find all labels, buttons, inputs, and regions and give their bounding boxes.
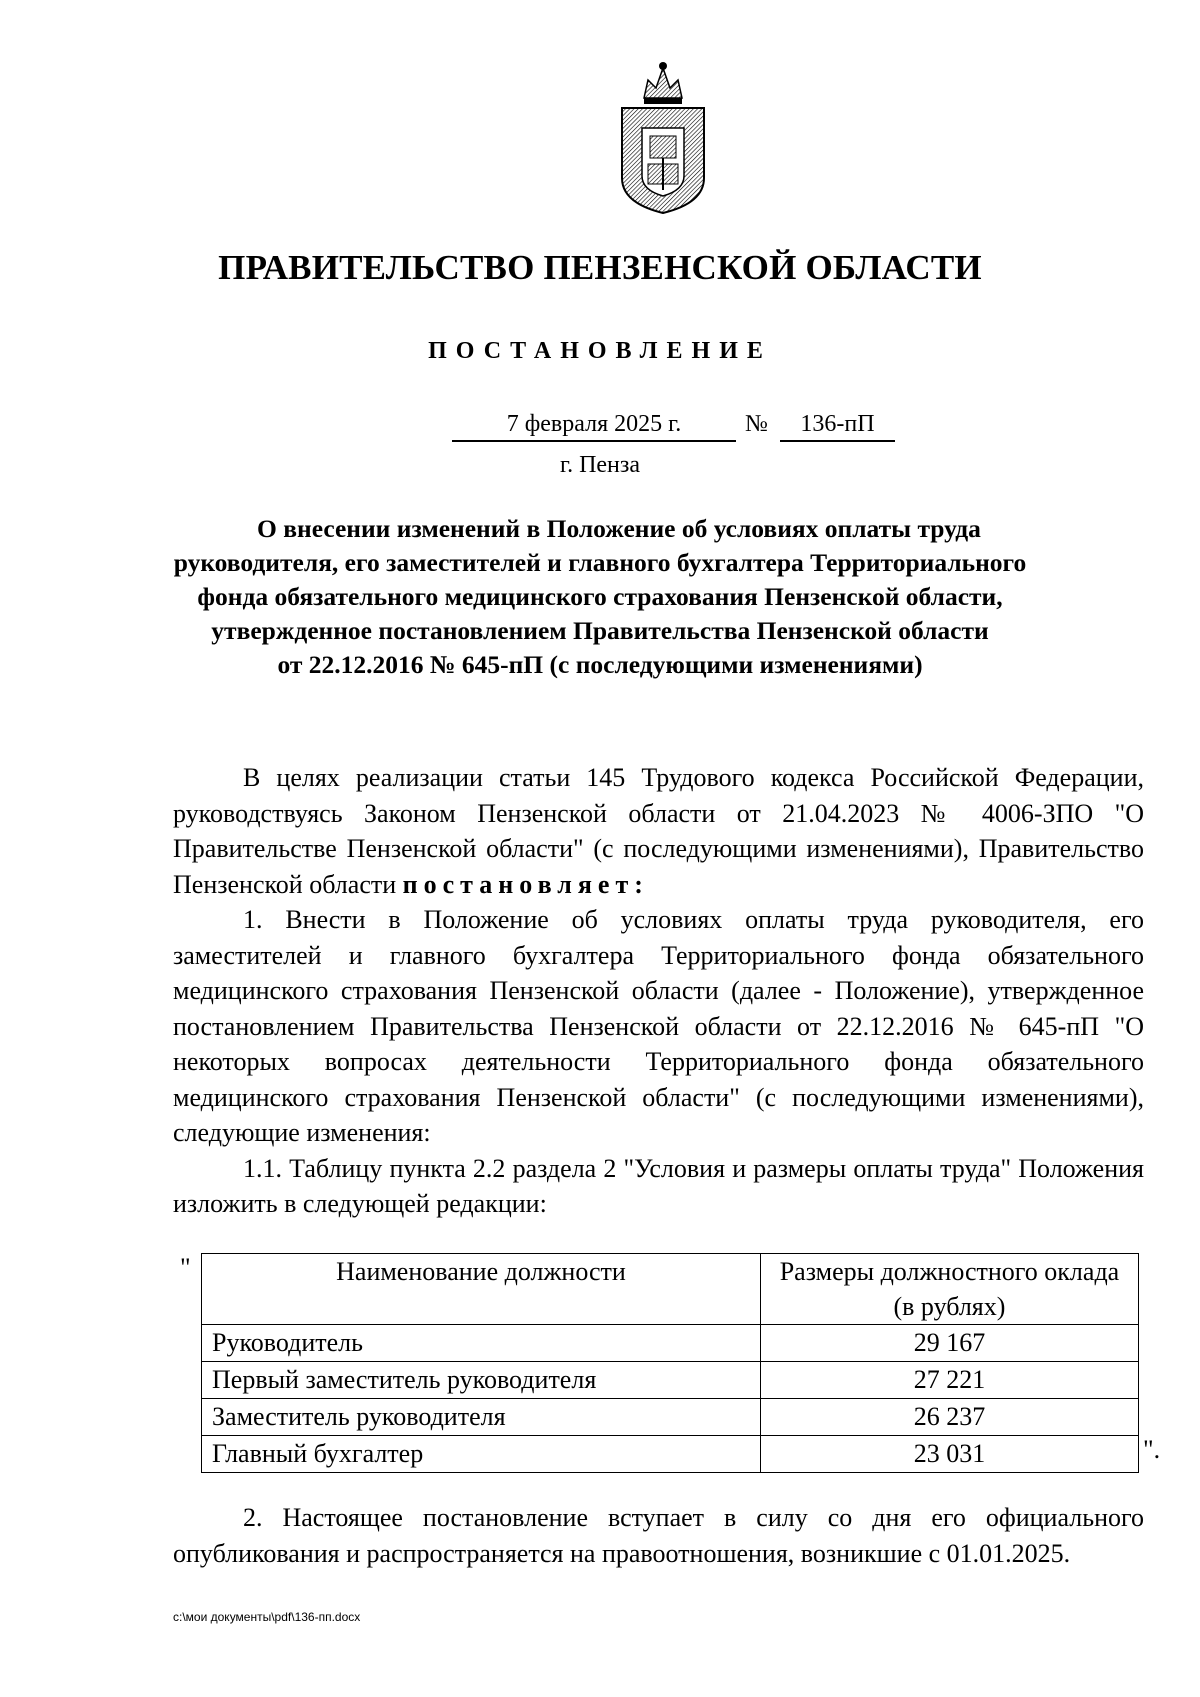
subject-line: О внесении изменений в Положение об условиях оплаты труда [257, 514, 981, 543]
position-cell: Первый заместитель руководителя [202, 1362, 761, 1399]
document-body [173, 760, 1144, 1222]
subject-line: утвержденное постановлением Правительства Пензенской области [211, 616, 989, 645]
table-close-quote: ". [1143, 1435, 1161, 1464]
position-cell: Руководитель [202, 1325, 761, 1362]
salary-cell: 27 221 [760, 1362, 1138, 1399]
government-title: ПРАВИТЕЛЬСТВО ПЕНЗЕНСКОЙ ОБЛАСТИ [218, 248, 982, 287]
item-2-paragraph: 2. Настоящее постановление вступает в силу со дня его официального опубликования и распространяется на правоотношения, возникшие с 01.01.2025. [173, 1503, 1144, 1568]
table-header-row [202, 1254, 1139, 1325]
table-row [202, 1362, 1139, 1399]
preamble-text: В целях реализации статьи 145 Трудового кодекса Российской Федерации, руководствуясь Законом Пензенской области от 21.04.2023 № 4006-ЗПО "О Правительстве Пензенской области" (с последующими изменениями), Правительство Пензенской области [173, 763, 1144, 899]
table-open-quote: " [180, 1253, 191, 1282]
subject-line: руководителя, его заместителей и главного бухгалтера Территориального [173, 548, 1027, 577]
salary-table [201, 1253, 1139, 1473]
file-path-footer: c:\мои документы\pdf\136-пп.docx [173, 1610, 361, 1624]
item-1-paragraph: 1. Внести в Положение об условиях оплаты труда руководителя, его заместителей и главного бухгалтера Территориального фонда обязательного медицинского страхования Пензенской области (далее - Положение), утвержденное постановлением Правительства Пензенской области от 22.12.2016 № 645-пП "О некоторых вопросах деятельности Территориального фонда обязательного медицинского страхования Пензенской области" (с последующими изменениями), следующие изменения: [173, 905, 1144, 1147]
salary-cell: 29 167 [760, 1325, 1138, 1362]
table-row [202, 1325, 1139, 1362]
resolves-word: постановляет: [402, 869, 649, 899]
subject-line: от 22.12.2016 № 645-пП (с последующими изменениями) [277, 650, 923, 679]
position-cell: Заместитель руководителя [202, 1399, 761, 1436]
position-cell: Главный бухгалтер [202, 1436, 761, 1473]
table-row [202, 1399, 1139, 1436]
header-position: Наименование должности [202, 1254, 761, 1325]
document-date: 7 февраля 2025 г. [452, 410, 736, 442]
document-subject [150, 512, 1050, 682]
salary-cell: 26 237 [760, 1399, 1138, 1436]
document-number: 136-пП [780, 410, 895, 442]
item-1-1-paragraph: 1.1. Таблицу пункта 2.2 раздела 2 "Условия и размеры оплаты труда" Положения изложить в следующей редакции: [173, 1153, 1144, 1218]
city: г. Пенза [559, 452, 641, 478]
table-row [202, 1436, 1139, 1473]
coat-of-arms-icon [608, 58, 718, 218]
header-salary: Размеры должностного оклада (в рублях) [760, 1254, 1138, 1325]
number-sign: № [745, 411, 768, 437]
salary-cell: 23 031 [760, 1436, 1138, 1473]
date-number-line [0, 410, 1200, 444]
subject-line: фонда обязательного медицинского страхования Пензенской области, [197, 582, 1003, 611]
preamble-paragraph [173, 760, 1144, 902]
document-type: ПОСТАНОВЛЕНИЕ [428, 338, 772, 364]
document-final [173, 1500, 1144, 1571]
